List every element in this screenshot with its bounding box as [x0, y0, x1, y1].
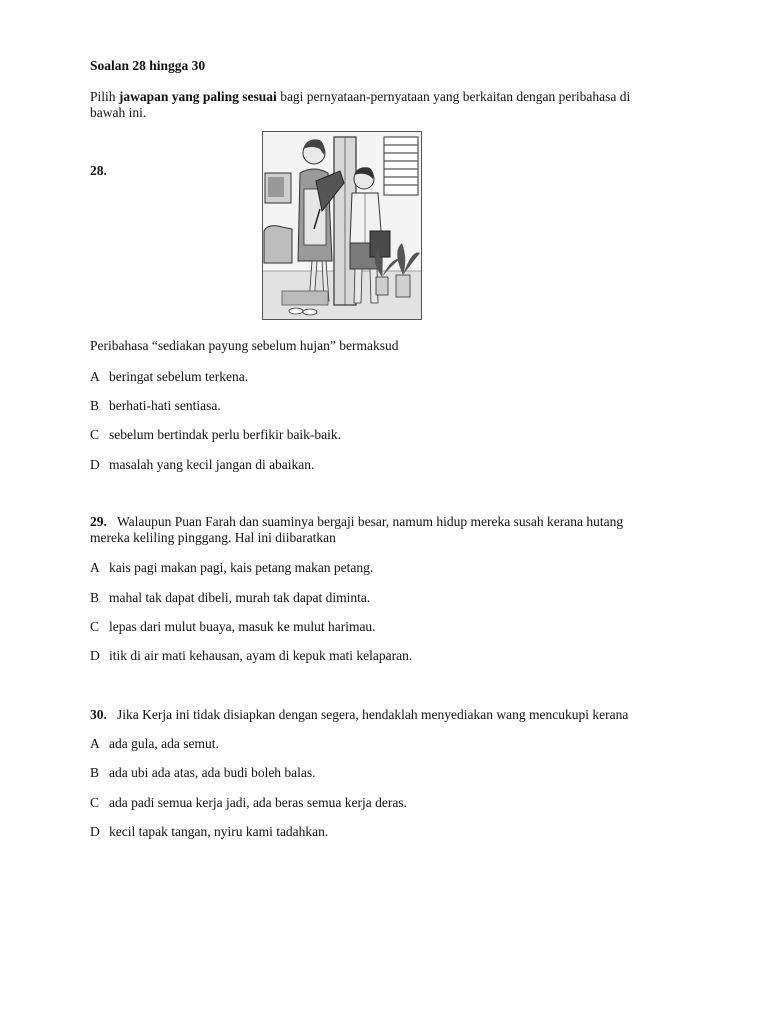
instruction-bold: jawapan yang paling sesuai	[118, 89, 277, 104]
option-letter: D	[90, 457, 100, 472]
question-29-option-c	[90, 619, 376, 635]
option-text: kais pagi makan pagi, kais petang makan petang.	[109, 560, 374, 575]
option-letter: B	[90, 398, 100, 413]
question-30-number: 30.	[90, 707, 107, 722]
question-30-option-b	[90, 765, 316, 781]
question-29-option-d	[90, 648, 412, 664]
option-text: kecil tapak tangan, nyiru kami tadahkan.	[109, 824, 329, 839]
question-28-stem: Peribahasa “sediakan payung sebelum hujan” bermaksud	[90, 338, 399, 353]
option-text: ada ubi ada atas, ada budi boleh balas.	[109, 765, 316, 780]
question-30-option-c	[90, 795, 407, 811]
option-letter: D	[90, 824, 100, 839]
instruction-post: bagi pernyataan-pernyataan yang berkaitan dengan peribahasa di	[276, 89, 631, 104]
option-letter: C	[90, 619, 100, 634]
question-28-option-d	[90, 457, 314, 473]
section-heading: Soalan 28 hingga 30	[90, 58, 206, 73]
question-30-option-a	[90, 736, 219, 752]
instruction-line2: bawah ini.	[90, 105, 147, 120]
question-28-option-c	[90, 427, 341, 443]
option-text: lepas dari mulut buaya, masuk ke mulut harimau.	[109, 619, 376, 634]
option-letter: A	[90, 736, 100, 751]
option-letter: A	[90, 560, 100, 575]
option-letter: B	[90, 765, 100, 780]
option-text: berhati-hati sentiasa.	[109, 398, 221, 413]
option-text: ada gula, ada semut.	[109, 736, 219, 751]
option-text: itik di air mati kehausan, ayam di kepuk mati kelaparan.	[109, 648, 413, 663]
option-text: masalah yang kecil jangan di abaikan.	[109, 457, 315, 472]
question-28-illustration	[262, 131, 422, 320]
option-text: mahal tak dapat dibeli, murah tak dapat diminta.	[109, 590, 371, 605]
option-letter: C	[90, 427, 100, 442]
question-28-option-b	[90, 398, 221, 414]
question-29-stem-line2: mereka keliling pinggang. Hal ini diibaratkan	[90, 530, 336, 545]
question-29-number: 29.	[90, 514, 107, 529]
option-text: sebelum bertindak perlu berfikir baik-baik.	[109, 427, 342, 442]
option-letter: A	[90, 369, 100, 384]
option-letter: B	[90, 590, 100, 605]
question-29-option-b	[90, 590, 370, 606]
question-30-stem	[90, 707, 690, 723]
question-29-stem	[90, 514, 690, 546]
option-text: beringat sebelum terkena.	[109, 369, 249, 384]
question-30-stem-text: Jika Kerja ini tidak disiapkan dengan segera, hendaklah menyediakan wang mencukupi kerana	[117, 707, 629, 722]
option-letter: D	[90, 648, 100, 663]
question-30-option-d	[90, 824, 328, 840]
question-28-number: 28.	[90, 163, 107, 178]
option-letter: C	[90, 795, 100, 810]
option-text: ada padi semua kerja jadi, ada beras semua kerja deras.	[109, 795, 407, 810]
question-28-option-a	[90, 369, 248, 385]
instruction-pre: Pilih	[90, 89, 119, 104]
instruction-text	[90, 89, 680, 121]
question-29-stem-line1: Walaupun Puan Farah dan suaminya bergaji besar, namum hidup mereka susah kerana hutang	[117, 514, 624, 529]
question-29-option-a	[90, 560, 373, 576]
